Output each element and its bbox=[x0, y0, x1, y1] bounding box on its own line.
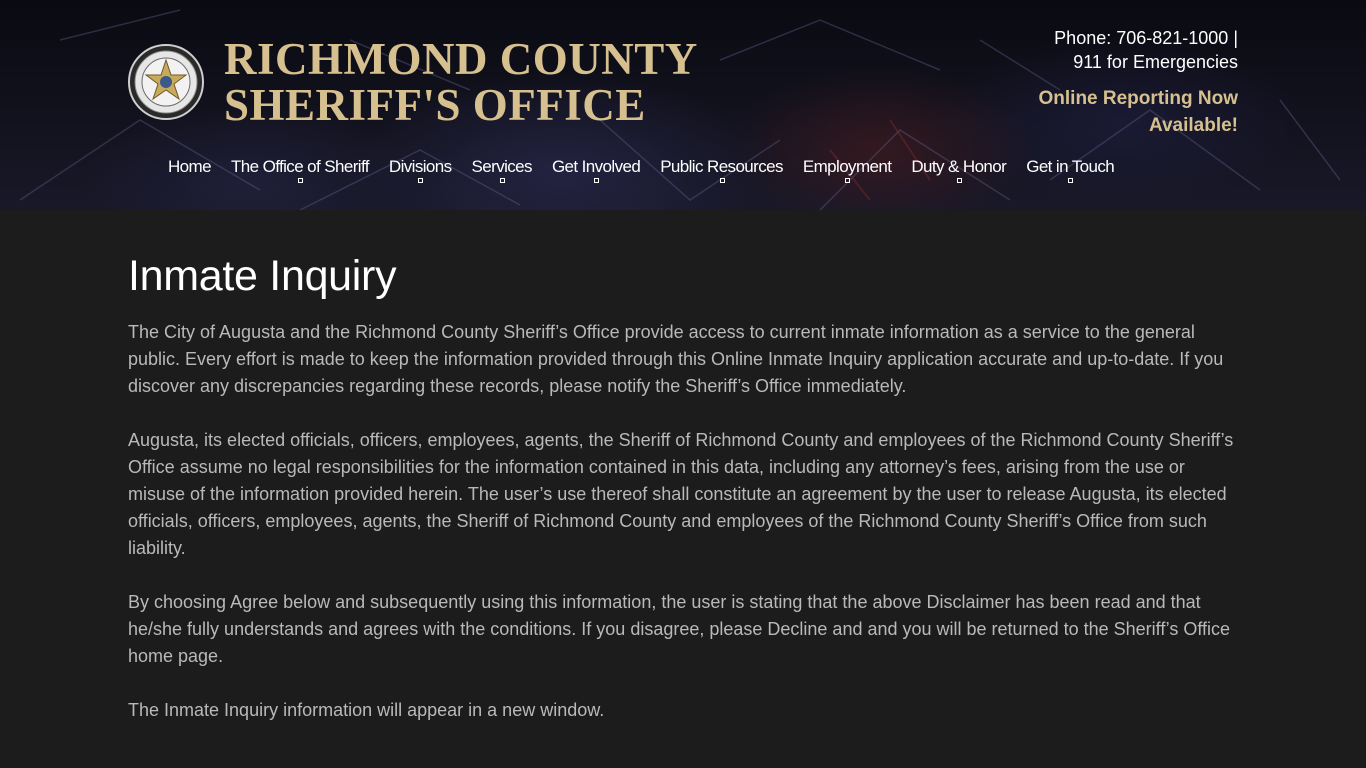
phone-number[interactable]: Phone: 706-821-1000 | bbox=[1054, 28, 1238, 48]
nav-item-divisions[interactable] bbox=[379, 156, 462, 190]
dropdown-indicator-icon bbox=[594, 178, 599, 183]
emergency-note: 911 for Emergencies bbox=[1073, 52, 1238, 72]
online-reporting-line1[interactable]: Online Reporting Now bbox=[1038, 88, 1238, 109]
nav-item-label: Get Involved bbox=[551, 157, 641, 176]
online-reporting-link[interactable] bbox=[1039, 85, 1239, 139]
nav-item-public-resources[interactable] bbox=[650, 156, 793, 190]
nav-item-services[interactable] bbox=[462, 156, 542, 190]
nav-item-label: Employment bbox=[802, 157, 892, 176]
nav-item-home[interactable] bbox=[168, 156, 221, 190]
nav-item-the-office-of-sheriff[interactable] bbox=[221, 156, 379, 190]
nav-item-employment[interactable] bbox=[793, 156, 901, 190]
nav-item-get-in-touch[interactable] bbox=[1016, 156, 1124, 190]
dropdown-indicator-icon bbox=[720, 178, 725, 183]
disclaimer-paragraph: Augusta, its elected officials, officers, employees, agents, the Sheriff of Richmond County and employees of the Richmond County Sheriff’s Office assume no legal responsibilities for the information contained in this data, including any attorney’s fees, arising from the use or misuse of the information provided herein. The user’s use thereof shall constitute an agreement by the user to release Augusta, its elected officials, officers, employees, agents, the Sheriff of Richmond County and employees of the Richmond County Sheriff’s Office from such liability. bbox=[128, 430, 1234, 558]
dropdown-indicator-icon bbox=[845, 178, 850, 183]
dropdown-indicator-icon bbox=[1068, 178, 1073, 183]
nav-item-label: Divisions bbox=[388, 157, 452, 176]
sheriff-star-seal-icon[interactable] bbox=[128, 44, 204, 120]
nav-item-label: Duty & Honor bbox=[911, 157, 1007, 176]
nav-item-label: Home bbox=[168, 157, 211, 176]
main-content bbox=[128, 250, 1238, 751]
dropdown-indicator-icon bbox=[957, 178, 962, 183]
page-title: Inmate Inquiry bbox=[128, 252, 397, 300]
nav-item-label: Services bbox=[471, 157, 532, 176]
dropdown-indicator-icon bbox=[418, 178, 423, 183]
brand-title-line1[interactable]: RICHMOND COUNTY bbox=[224, 34, 698, 84]
main-nav bbox=[168, 156, 1124, 190]
new-window-note: The Inmate Inquiry information will appear in a new window. bbox=[128, 700, 605, 720]
dropdown-indicator-icon bbox=[500, 178, 505, 183]
nav-item-label: The Office of Sheriff bbox=[230, 157, 369, 176]
nav-item-get-involved[interactable] bbox=[542, 156, 650, 190]
online-reporting-line2[interactable]: Available! bbox=[1148, 115, 1238, 136]
nav-item-label: Public Resources bbox=[660, 157, 783, 176]
agreement-paragraph: By choosing Agree below and subsequently using this information, the user is stating that the above Disclaimer has been read and that he/she fully understands and agrees with the conditions. If you disagree, please Decline and and you will be returned to the Sheriff’s Office home page. bbox=[128, 592, 1231, 666]
nav-item-label: Get in Touch bbox=[1026, 157, 1115, 176]
dropdown-indicator-icon bbox=[298, 178, 303, 183]
nav-item-duty-and-honor[interactable] bbox=[901, 156, 1016, 190]
contact-info bbox=[1054, 26, 1238, 74]
intro-paragraph: The City of Augusta and the Richmond County Sheriff’s Office provide access to current inmate information as a service to the general public. Every effort is made to keep the information provided through this Online Inmate Inquiry application accurate and up-to-date. If you discover any discrepancies regarding these records, please notify the Sheriff’s Office immediately. bbox=[128, 322, 1224, 396]
brand-title-line2[interactable]: SHERIFF'S OFFICE bbox=[224, 80, 646, 130]
site-header bbox=[0, 0, 1366, 210]
